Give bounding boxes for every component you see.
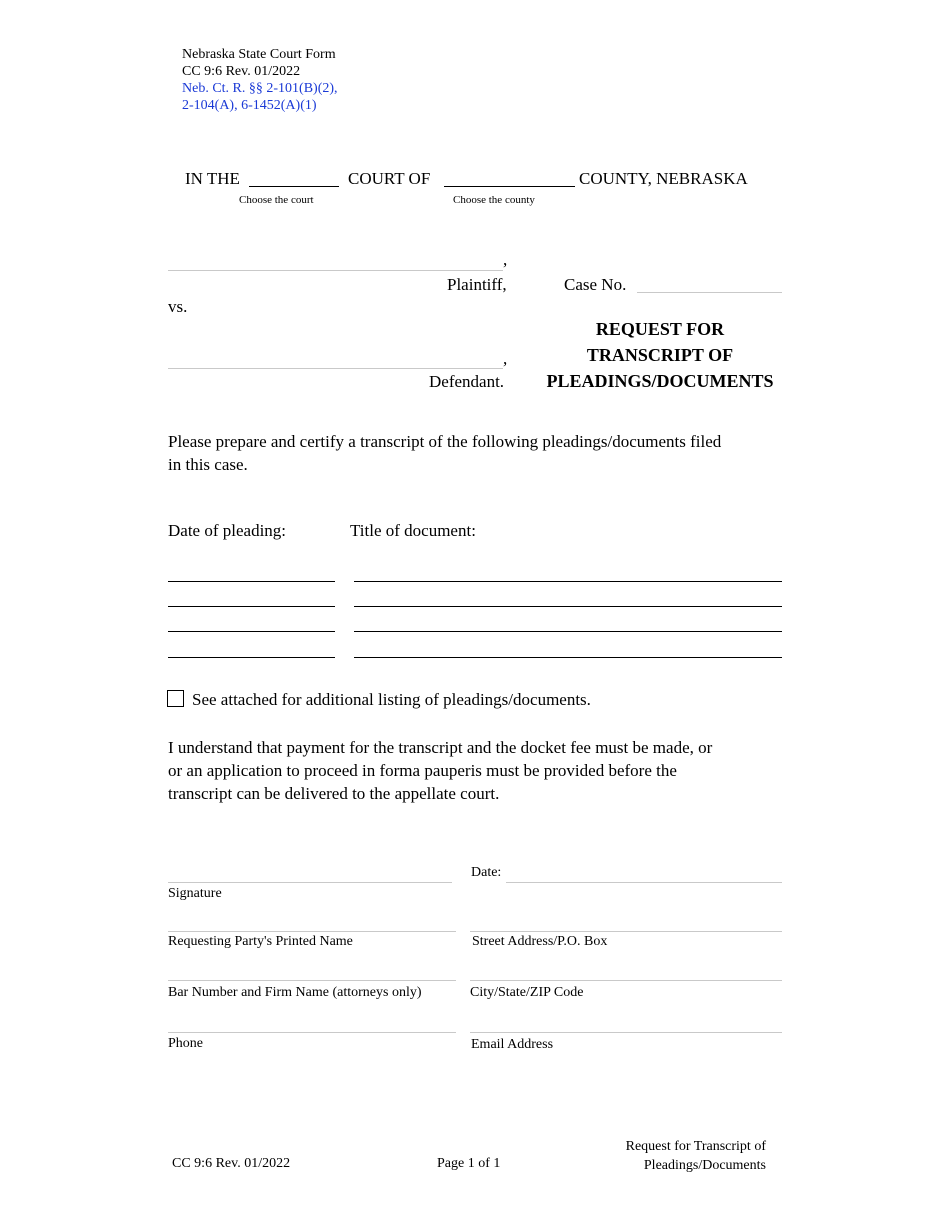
printed-name-field[interactable]	[168, 931, 456, 932]
rule-reference-link-1[interactable]: Neb. Ct. R. §§ 2-101(B)(2),	[182, 81, 338, 96]
plaintiff-label: Plaintiff,	[447, 275, 507, 294]
defendant-comma: ,	[503, 349, 508, 368]
pleading-title-field-4[interactable]	[354, 657, 782, 658]
plaintiff-name-field[interactable]	[168, 270, 503, 271]
court-hint: Choose the court	[239, 194, 314, 206]
signature-label: Signature	[168, 886, 222, 901]
pleading-title-field-1[interactable]	[354, 581, 782, 582]
intro-line-2: in this case.	[168, 455, 248, 474]
attached-listing-label: See attached for additional listing of pleadings/documents.	[192, 690, 591, 709]
payment-line-1: I understand that payment for the transcript and the docket fee must be made, or	[168, 738, 713, 757]
pleading-date-field-2[interactable]	[168, 606, 335, 607]
signature-field[interactable]	[168, 882, 452, 883]
pleading-date-field-3[interactable]	[168, 631, 335, 632]
date-field[interactable]	[506, 882, 782, 883]
form-name: Nebraska State Court Form	[182, 47, 336, 62]
pleading-title-field-2[interactable]	[354, 606, 782, 607]
bar-firm-field[interactable]	[168, 980, 456, 981]
footer-revision: CC 9:6 Rev. 01/2022	[172, 1156, 291, 1171]
defendant-name-field[interactable]	[168, 368, 503, 369]
court-of-label: COURT OF	[348, 169, 431, 188]
title-line-2: TRANSCRIPT OF	[586, 345, 734, 365]
phone-label: Phone	[168, 1036, 203, 1051]
rule-reference-link-2[interactable]: 2-104(A), 6-1452(A)(1)	[182, 98, 317, 113]
email-field[interactable]	[470, 1032, 782, 1033]
county-nebraska-label: COUNTY, NEBRASKA	[579, 169, 748, 188]
form-revision: CC 9:6 Rev. 01/2022	[182, 64, 301, 79]
attached-listing-checkbox[interactable]	[167, 690, 184, 707]
payment-line-2: or an application to proceed in forma pauperis must be provided before the	[168, 761, 677, 780]
county-hint: Choose the county	[453, 194, 535, 206]
payment-paragraph	[168, 736, 712, 805]
street-address-label: Street Address/P.O. Box	[472, 934, 608, 949]
footer-title-line-1: Request for Transcript of	[625, 1139, 766, 1154]
case-number-field[interactable]	[637, 292, 782, 293]
footer-title	[560, 1137, 766, 1175]
intro-paragraph	[168, 430, 721, 476]
title-line-1: REQUEST FOR	[595, 319, 725, 339]
city-state-zip-field[interactable]	[470, 980, 782, 981]
form-header	[182, 46, 338, 114]
date-of-pleading-header: Date of pleading:	[168, 521, 287, 540]
payment-line-3: transcript can be delivered to the appellate court.	[168, 784, 500, 803]
phone-field[interactable]	[168, 1032, 456, 1033]
pleading-date-field-1[interactable]	[168, 581, 335, 582]
in-the-label: IN THE	[185, 169, 240, 188]
plaintiff-comma: ,	[503, 250, 508, 269]
street-address-field[interactable]	[470, 931, 782, 932]
pleading-date-field-4[interactable]	[168, 657, 335, 658]
footer-title-line-2: Pleadings/Documents	[643, 1158, 766, 1173]
court-select[interactable]	[249, 186, 339, 187]
document-title	[520, 316, 800, 394]
city-state-zip-label: City/State/ZIP Code	[470, 985, 584, 1000]
bar-firm-label: Bar Number and Firm Name (attorneys only)	[168, 985, 422, 1000]
footer-page-number: Page 1 of 1	[437, 1156, 501, 1171]
pleading-title-field-3[interactable]	[354, 631, 782, 632]
email-label: Email Address	[471, 1037, 554, 1052]
intro-line-1: Please prepare and certify a transcript of the following pleadings/documents filed	[168, 432, 722, 451]
vs-label: vs.	[168, 297, 188, 316]
title-line-3: PLEADINGS/DOCUMENTS	[546, 371, 774, 391]
title-of-document-header: Title of document:	[350, 521, 476, 540]
defendant-label: Defendant.	[429, 372, 505, 391]
county-select[interactable]	[444, 186, 575, 187]
case-number-label: Case No.	[564, 275, 627, 294]
date-label: Date:	[471, 865, 502, 880]
printed-name-label: Requesting Party's Printed Name	[168, 934, 353, 949]
